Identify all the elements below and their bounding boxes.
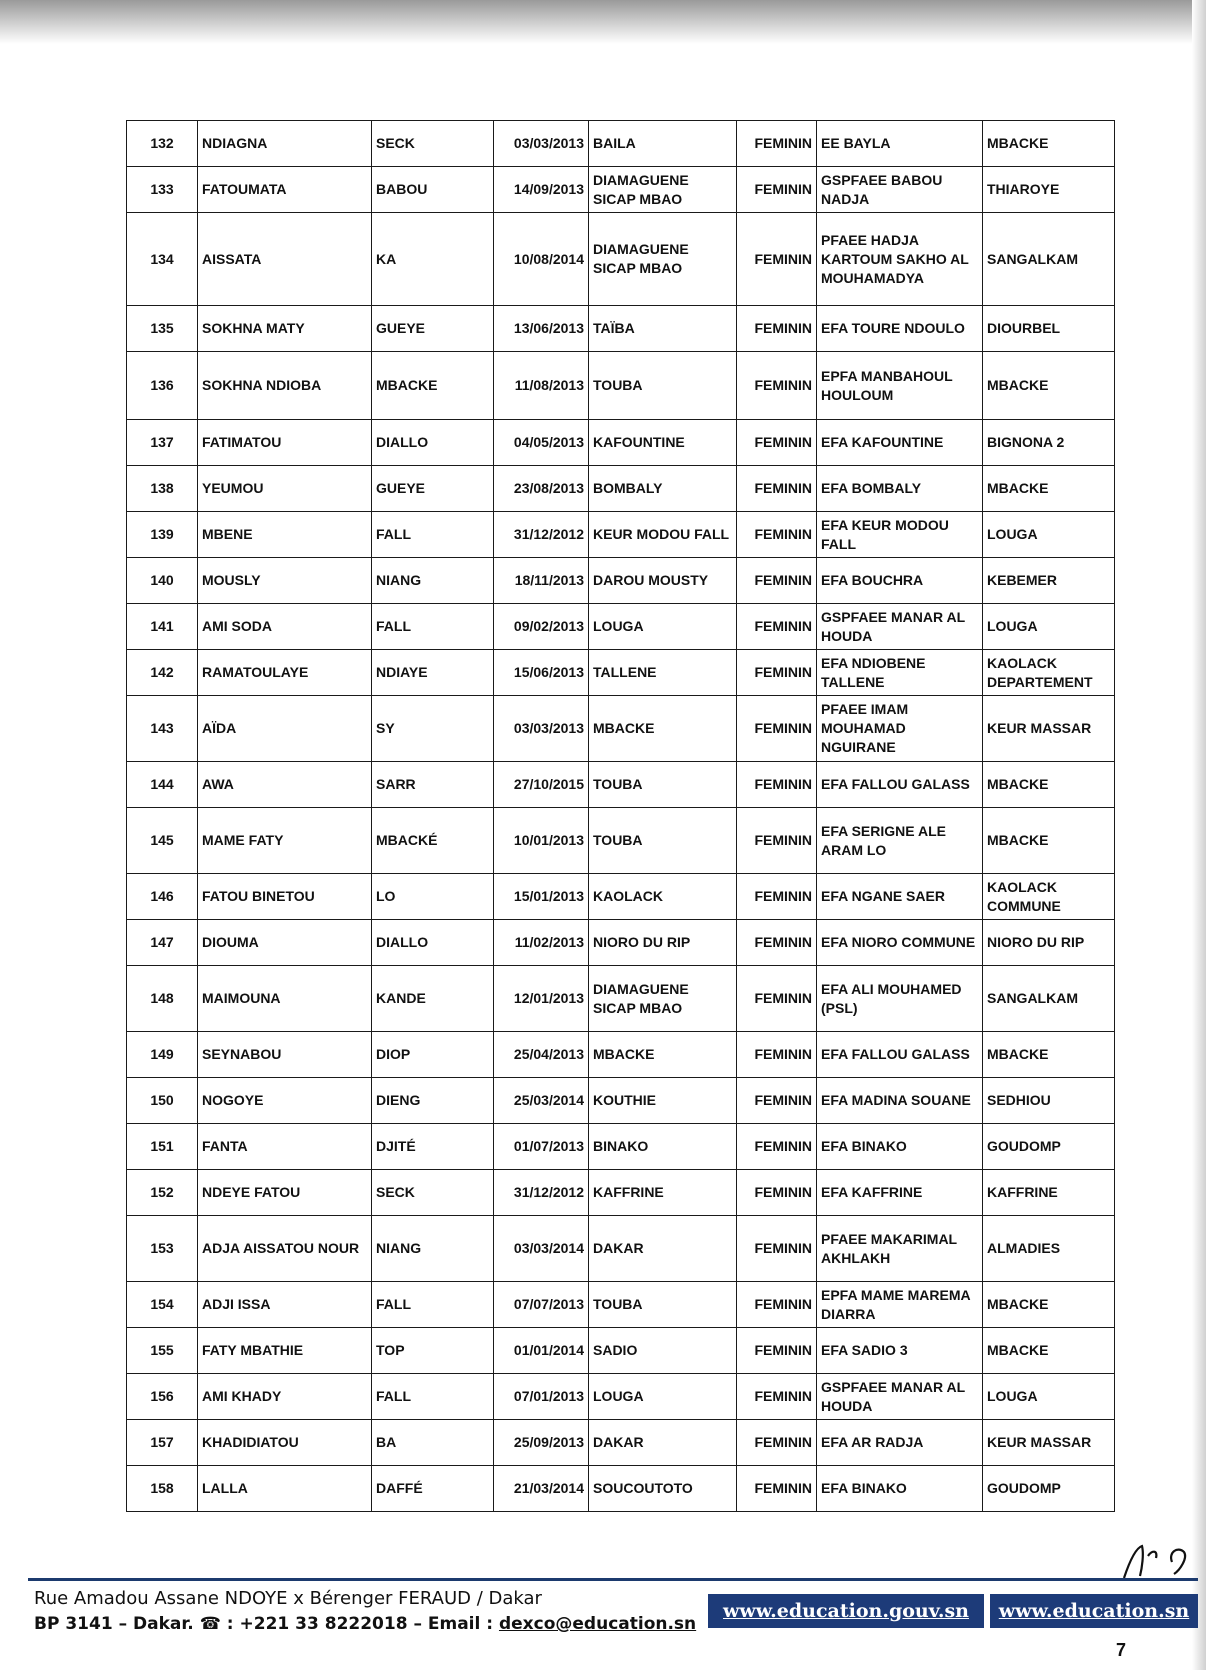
cell-last-name: DIALLO — [372, 920, 494, 966]
cell-birth-place: BOMBALY — [589, 466, 737, 512]
cell-sex: FEMININ — [737, 920, 817, 966]
cell-birth-place: KEUR MODOU FALL — [589, 512, 737, 558]
cell-last-name: FALL — [372, 1282, 494, 1328]
cell-last-name: DIALLO — [372, 420, 494, 466]
cell-birth-date: 10/01/2013 — [494, 808, 589, 874]
cell-birth-place: KAFFRINE — [589, 1170, 737, 1216]
cell-birth-place: TALLENE — [589, 650, 737, 696]
cell-number: 151 — [127, 1124, 198, 1170]
cell-birth-date: 21/03/2014 — [494, 1466, 589, 1512]
cell-school: EFA NIORO COMMUNE — [817, 920, 983, 966]
cell-school: EFA KAFOUNTINE — [817, 420, 983, 466]
cell-first-name: FATY MBATHIE — [198, 1328, 372, 1374]
cell-ief: KEUR MASSAR — [983, 1420, 1115, 1466]
cell-sex: FEMININ — [737, 966, 817, 1032]
cell-sex: FEMININ — [737, 1216, 817, 1282]
cell-birth-date: 03/03/2014 — [494, 1216, 589, 1282]
cell-sex: FEMININ — [737, 808, 817, 874]
cell-school: EE BAYLA — [817, 121, 983, 167]
cell-birth-place: DIAMAGUENE SICAP MBAO — [589, 966, 737, 1032]
cell-last-name: MBACKE — [372, 352, 494, 420]
scan-top-shadow — [0, 0, 1206, 44]
cell-number: 132 — [127, 121, 198, 167]
cell-birth-date: 11/02/2013 — [494, 920, 589, 966]
cell-number: 141 — [127, 604, 198, 650]
cell-sex: FEMININ — [737, 466, 817, 512]
page-number: 7 — [1116, 1640, 1127, 1660]
cell-ief: MBACKE — [983, 762, 1115, 808]
cell-school: EFA KAFFRINE — [817, 1170, 983, 1216]
cell-birth-date: 11/08/2013 — [494, 352, 589, 420]
website-gouv-link[interactable]: www.education.gouv.sn — [708, 1594, 984, 1628]
scan-right-edge — [1192, 0, 1206, 1670]
cell-school: PFAEE MAKARIMAL AKHLAKH — [817, 1216, 983, 1282]
cell-school: EFA BINAKO — [817, 1124, 983, 1170]
cell-last-name: GUEYE — [372, 466, 494, 512]
cell-birth-date: 01/01/2014 — [494, 1328, 589, 1374]
cell-birth-place: BINAKO — [589, 1124, 737, 1170]
cell-school: EFA KEUR MODOU FALL — [817, 512, 983, 558]
cell-school: EPFA MAME MAREMA DIARRA — [817, 1282, 983, 1328]
table-row — [127, 1374, 1115, 1420]
table-row — [127, 1328, 1115, 1374]
cell-birth-place: NIORO DU RIP — [589, 920, 737, 966]
cell-first-name: ADJI ISSA — [198, 1282, 372, 1328]
cell-sex: FEMININ — [737, 420, 817, 466]
cell-school: PFAEE HADJA KARTOUM SAKHO AL MOUHAMADYA — [817, 213, 983, 306]
cell-ief: THIAROYE — [983, 167, 1115, 213]
table-row — [127, 466, 1115, 512]
cell-birth-date: 01/07/2013 — [494, 1124, 589, 1170]
cell-last-name: TOP — [372, 1328, 494, 1374]
cell-first-name: MAIMOUNA — [198, 966, 372, 1032]
cell-number: 146 — [127, 874, 198, 920]
cell-number: 138 — [127, 466, 198, 512]
cell-number: 145 — [127, 808, 198, 874]
cell-birth-date: 15/01/2013 — [494, 874, 589, 920]
cell-birth-place: SOUCOUTOTO — [589, 1466, 737, 1512]
table-row — [127, 1078, 1115, 1124]
table-row — [127, 604, 1115, 650]
cell-number: 155 — [127, 1328, 198, 1374]
cell-last-name: NDIAYE — [372, 650, 494, 696]
cell-sex: FEMININ — [737, 213, 817, 306]
cell-number: 149 — [127, 1032, 198, 1078]
cell-ief: MBACKE — [983, 1282, 1115, 1328]
cell-birth-date: 25/03/2014 — [494, 1078, 589, 1124]
cell-ief: MBACKE — [983, 352, 1115, 420]
cell-sex: FEMININ — [737, 1282, 817, 1328]
cell-first-name: AISSATA — [198, 213, 372, 306]
cell-first-name: MOUSLY — [198, 558, 372, 604]
cell-ief: LOUGA — [983, 512, 1115, 558]
table-row — [127, 920, 1115, 966]
cell-last-name: LO — [372, 874, 494, 920]
cell-number: 156 — [127, 1374, 198, 1420]
cell-birth-date: 13/06/2013 — [494, 306, 589, 352]
cell-sex: FEMININ — [737, 1328, 817, 1374]
cell-ief: DIOURBEL — [983, 306, 1115, 352]
cell-sex: FEMININ — [737, 1170, 817, 1216]
table-row — [127, 650, 1115, 696]
footer-po-box: BP 3141 – Dakar. — [34, 1614, 194, 1634]
cell-ief: MBACKE — [983, 121, 1115, 167]
cell-school: EFA BOUCHRA — [817, 558, 983, 604]
cell-sex: FEMININ — [737, 1032, 817, 1078]
cell-first-name: ADJA AISSATOU NOUR — [198, 1216, 372, 1282]
table-row — [127, 1466, 1115, 1512]
cell-birth-place: MBACKE — [589, 696, 737, 762]
cell-first-name: NDEYE FATOU — [198, 1170, 372, 1216]
cell-ief: MBACKE — [983, 1032, 1115, 1078]
cell-birth-place: TOUBA — [589, 808, 737, 874]
cell-number: 140 — [127, 558, 198, 604]
cell-number: 137 — [127, 420, 198, 466]
cell-sex: FEMININ — [737, 167, 817, 213]
cell-first-name: MAME FATY — [198, 808, 372, 874]
cell-last-name: MBACKÉ — [372, 808, 494, 874]
cell-number: 139 — [127, 512, 198, 558]
cell-birth-place: LOUGA — [589, 1374, 737, 1420]
cell-last-name: DAFFÉ — [372, 1466, 494, 1512]
phone-icon: ☎ — [199, 1614, 221, 1634]
cell-number: 150 — [127, 1078, 198, 1124]
table-row — [127, 1282, 1115, 1328]
cell-school: GSPFAEE BABOU NADJA — [817, 167, 983, 213]
cell-number: 157 — [127, 1420, 198, 1466]
cell-ief: MBACKE — [983, 808, 1115, 874]
cell-birth-place: TAÏBA — [589, 306, 737, 352]
footer-address-line2 — [34, 1614, 696, 1634]
cell-ief: LOUGA — [983, 604, 1115, 650]
cell-number: 142 — [127, 650, 198, 696]
cell-first-name: RAMATOULAYE — [198, 650, 372, 696]
cell-birth-date: 25/09/2013 — [494, 1420, 589, 1466]
cell-number: 135 — [127, 306, 198, 352]
cell-last-name: FALL — [372, 512, 494, 558]
cell-birth-date: 07/01/2013 — [494, 1374, 589, 1420]
cell-birth-place: BAILA — [589, 121, 737, 167]
cell-birth-date: 09/02/2013 — [494, 604, 589, 650]
cell-last-name: DIENG — [372, 1078, 494, 1124]
cell-number: 153 — [127, 1216, 198, 1282]
cell-sex: FEMININ — [737, 1124, 817, 1170]
cell-ief: GOUDOMP — [983, 1124, 1115, 1170]
table-row — [127, 306, 1115, 352]
table-row — [127, 808, 1115, 874]
cell-birth-date: 07/07/2013 — [494, 1282, 589, 1328]
cell-sex: FEMININ — [737, 604, 817, 650]
table-row — [127, 696, 1115, 762]
cell-birth-place: DAKAR — [589, 1420, 737, 1466]
table-row — [127, 966, 1115, 1032]
cell-ief: MBACKE — [983, 466, 1115, 512]
cell-last-name: SARR — [372, 762, 494, 808]
cell-number: 152 — [127, 1170, 198, 1216]
cell-first-name: AMI KHADY — [198, 1374, 372, 1420]
cell-first-name: NDIAGNA — [198, 121, 372, 167]
cell-first-name: FATOUMATA — [198, 167, 372, 213]
cell-school: GSPFAEE MANAR AL HOUDA — [817, 1374, 983, 1420]
cell-ief: BIGNONA 2 — [983, 420, 1115, 466]
cell-birth-date: 15/06/2013 — [494, 650, 589, 696]
cell-birth-date: 27/10/2015 — [494, 762, 589, 808]
cell-first-name: AWA — [198, 762, 372, 808]
cell-first-name: MBENE — [198, 512, 372, 558]
cell-number: 158 — [127, 1466, 198, 1512]
cell-number: 154 — [127, 1282, 198, 1328]
cell-last-name: BA — [372, 1420, 494, 1466]
cell-birth-place: KAFOUNTINE — [589, 420, 737, 466]
cell-sex: FEMININ — [737, 558, 817, 604]
cell-number: 147 — [127, 920, 198, 966]
cell-first-name: FATIMATOU — [198, 420, 372, 466]
cell-last-name: BABOU — [372, 167, 494, 213]
cell-school: EFA ALI MOUHAMED (PSL) — [817, 966, 983, 1032]
cell-school: EFA FALLOU GALASS — [817, 762, 983, 808]
cell-last-name: KANDE — [372, 966, 494, 1032]
cell-school: EFA BOMBALY — [817, 466, 983, 512]
cell-birth-date: 18/11/2013 — [494, 558, 589, 604]
cell-first-name: NOGOYE — [198, 1078, 372, 1124]
cell-ief: GOUDOMP — [983, 1466, 1115, 1512]
cell-birth-place: KOUTHIE — [589, 1078, 737, 1124]
cell-school: EFA BINAKO — [817, 1466, 983, 1512]
cell-school: EFA AR RADJA — [817, 1420, 983, 1466]
table-row — [127, 874, 1115, 920]
cell-birth-date: 12/01/2013 — [494, 966, 589, 1032]
cell-last-name: DIOP — [372, 1032, 494, 1078]
cell-last-name: SY — [372, 696, 494, 762]
cell-first-name: LALLA — [198, 1466, 372, 1512]
cell-last-name: SECK — [372, 121, 494, 167]
cell-birth-place: KAOLACK — [589, 874, 737, 920]
cell-sex: FEMININ — [737, 512, 817, 558]
cell-school: EFA SADIO 3 — [817, 1328, 983, 1374]
cell-sex: FEMININ — [737, 762, 817, 808]
table-row — [127, 558, 1115, 604]
cell-birth-place: SADIO — [589, 1328, 737, 1374]
cell-birth-place: MBACKE — [589, 1032, 737, 1078]
table-row — [127, 1032, 1115, 1078]
student-list-table — [126, 120, 1115, 1512]
table-row — [127, 512, 1115, 558]
cell-first-name: KHADIDIATOU — [198, 1420, 372, 1466]
cell-ief: SANGALKAM — [983, 213, 1115, 306]
cell-last-name: NIANG — [372, 558, 494, 604]
cell-ief: KAOLACK DEPARTEMENT — [983, 650, 1115, 696]
cell-ief: KEBEMER — [983, 558, 1115, 604]
cell-number: 148 — [127, 966, 198, 1032]
cell-school: EFA TOURE NDOULO — [817, 306, 983, 352]
student-list-body — [127, 121, 1115, 1512]
cell-ief: SANGALKAM — [983, 966, 1115, 1032]
cell-first-name: SOKHNA NDIOBA — [198, 352, 372, 420]
cell-number: 136 — [127, 352, 198, 420]
cell-sex: FEMININ — [737, 1374, 817, 1420]
cell-school: EFA NDIOBENE TALLENE — [817, 650, 983, 696]
cell-sex: FEMININ — [737, 352, 817, 420]
cell-school: EFA SERIGNE ALE ARAM LO — [817, 808, 983, 874]
cell-school: GSPFAEE MANAR AL HOUDA — [817, 604, 983, 650]
table-row — [127, 762, 1115, 808]
cell-first-name: AÏDA — [198, 696, 372, 762]
cell-ief: KAOLACK COMMUNE — [983, 874, 1115, 920]
cell-sex: FEMININ — [737, 1466, 817, 1512]
cell-birth-place: DIAMAGUENE SICAP MBAO — [589, 167, 737, 213]
cell-last-name: DJITÉ — [372, 1124, 494, 1170]
table-row — [127, 1170, 1115, 1216]
cell-school: PFAEE IMAM MOUHAMAD NGUIRANE — [817, 696, 983, 762]
cell-last-name: KA — [372, 213, 494, 306]
cell-birth-place: DIAMAGUENE SICAP MBAO — [589, 213, 737, 306]
cell-sex: FEMININ — [737, 650, 817, 696]
cell-ief: KEUR MASSAR — [983, 696, 1115, 762]
cell-ief: KAFFRINE — [983, 1170, 1115, 1216]
cell-birth-place: TOUBA — [589, 1282, 737, 1328]
cell-last-name: FALL — [372, 604, 494, 650]
table-row — [127, 1124, 1115, 1170]
cell-sex: FEMININ — [737, 306, 817, 352]
cell-birth-date: 31/12/2012 — [494, 512, 589, 558]
cell-ief: SEDHIOU — [983, 1078, 1115, 1124]
cell-last-name: FALL — [372, 1374, 494, 1420]
cell-birth-date: 04/05/2013 — [494, 420, 589, 466]
cell-birth-place: TOUBA — [589, 352, 737, 420]
cell-sex: FEMININ — [737, 121, 817, 167]
cell-school: EFA NGANE SAER — [817, 874, 983, 920]
cell-birth-place: LOUGA — [589, 604, 737, 650]
cell-first-name: FANTA — [198, 1124, 372, 1170]
cell-first-name: SOKHNA MATY — [198, 306, 372, 352]
cell-first-name: SEYNABOU — [198, 1032, 372, 1078]
cell-number: 144 — [127, 762, 198, 808]
cell-birth-date: 25/04/2013 — [494, 1032, 589, 1078]
cell-sex: FEMININ — [737, 696, 817, 762]
table-row — [127, 1216, 1115, 1282]
cell-school: EPFA MANBAHOUL HOULOUM — [817, 352, 983, 420]
footer-email-link[interactable]: dexco@education.sn — [498, 1614, 697, 1634]
cell-birth-date: 31/12/2012 — [494, 1170, 589, 1216]
cell-birth-place: DAROU MOUSTY — [589, 558, 737, 604]
cell-birth-date: 03/03/2013 — [494, 121, 589, 167]
table-row — [127, 1420, 1115, 1466]
cell-birth-place: TOUBA — [589, 762, 737, 808]
cell-ief: LOUGA — [983, 1374, 1115, 1420]
cell-birth-date: 23/08/2013 — [494, 466, 589, 512]
cell-number: 143 — [127, 696, 198, 762]
cell-last-name: SECK — [372, 1170, 494, 1216]
table-row — [127, 213, 1115, 306]
cell-birth-date: 14/09/2013 — [494, 167, 589, 213]
cell-birth-place: DAKAR — [589, 1216, 737, 1282]
cell-birth-date: 10/08/2014 — [494, 213, 589, 306]
cell-ief: MBACKE — [983, 1328, 1115, 1374]
cell-first-name: AMI SODA — [198, 604, 372, 650]
footer-address-line1: Rue Amadou Assane NDOYE x Bérenger FERAUD / Dakar — [34, 1588, 542, 1609]
footer-phone: : +221 33 8222018 – Email : — [226, 1614, 494, 1634]
cell-number: 133 — [127, 167, 198, 213]
cell-ief: ALMADIES — [983, 1216, 1115, 1282]
cell-first-name: DIOUMA — [198, 920, 372, 966]
cell-sex: FEMININ — [737, 1420, 817, 1466]
table-row — [127, 167, 1115, 213]
cell-last-name: NIANG — [372, 1216, 494, 1282]
website-link[interactable]: www.education.sn — [990, 1594, 1198, 1628]
footer-divider — [28, 1578, 1198, 1581]
cell-sex: FEMININ — [737, 1078, 817, 1124]
table-row — [127, 352, 1115, 420]
cell-ief: NIORO DU RIP — [983, 920, 1115, 966]
cell-birth-date: 03/03/2013 — [494, 696, 589, 762]
cell-first-name: YEUMOU — [198, 466, 372, 512]
cell-first-name: FATOU BINETOU — [198, 874, 372, 920]
cell-last-name: GUEYE — [372, 306, 494, 352]
cell-number: 134 — [127, 213, 198, 306]
cell-sex: FEMININ — [737, 874, 817, 920]
table-row — [127, 420, 1115, 466]
cell-school: EFA MADINA SOUANE — [817, 1078, 983, 1124]
cell-school: EFA FALLOU GALASS — [817, 1032, 983, 1078]
table-row — [127, 121, 1115, 167]
